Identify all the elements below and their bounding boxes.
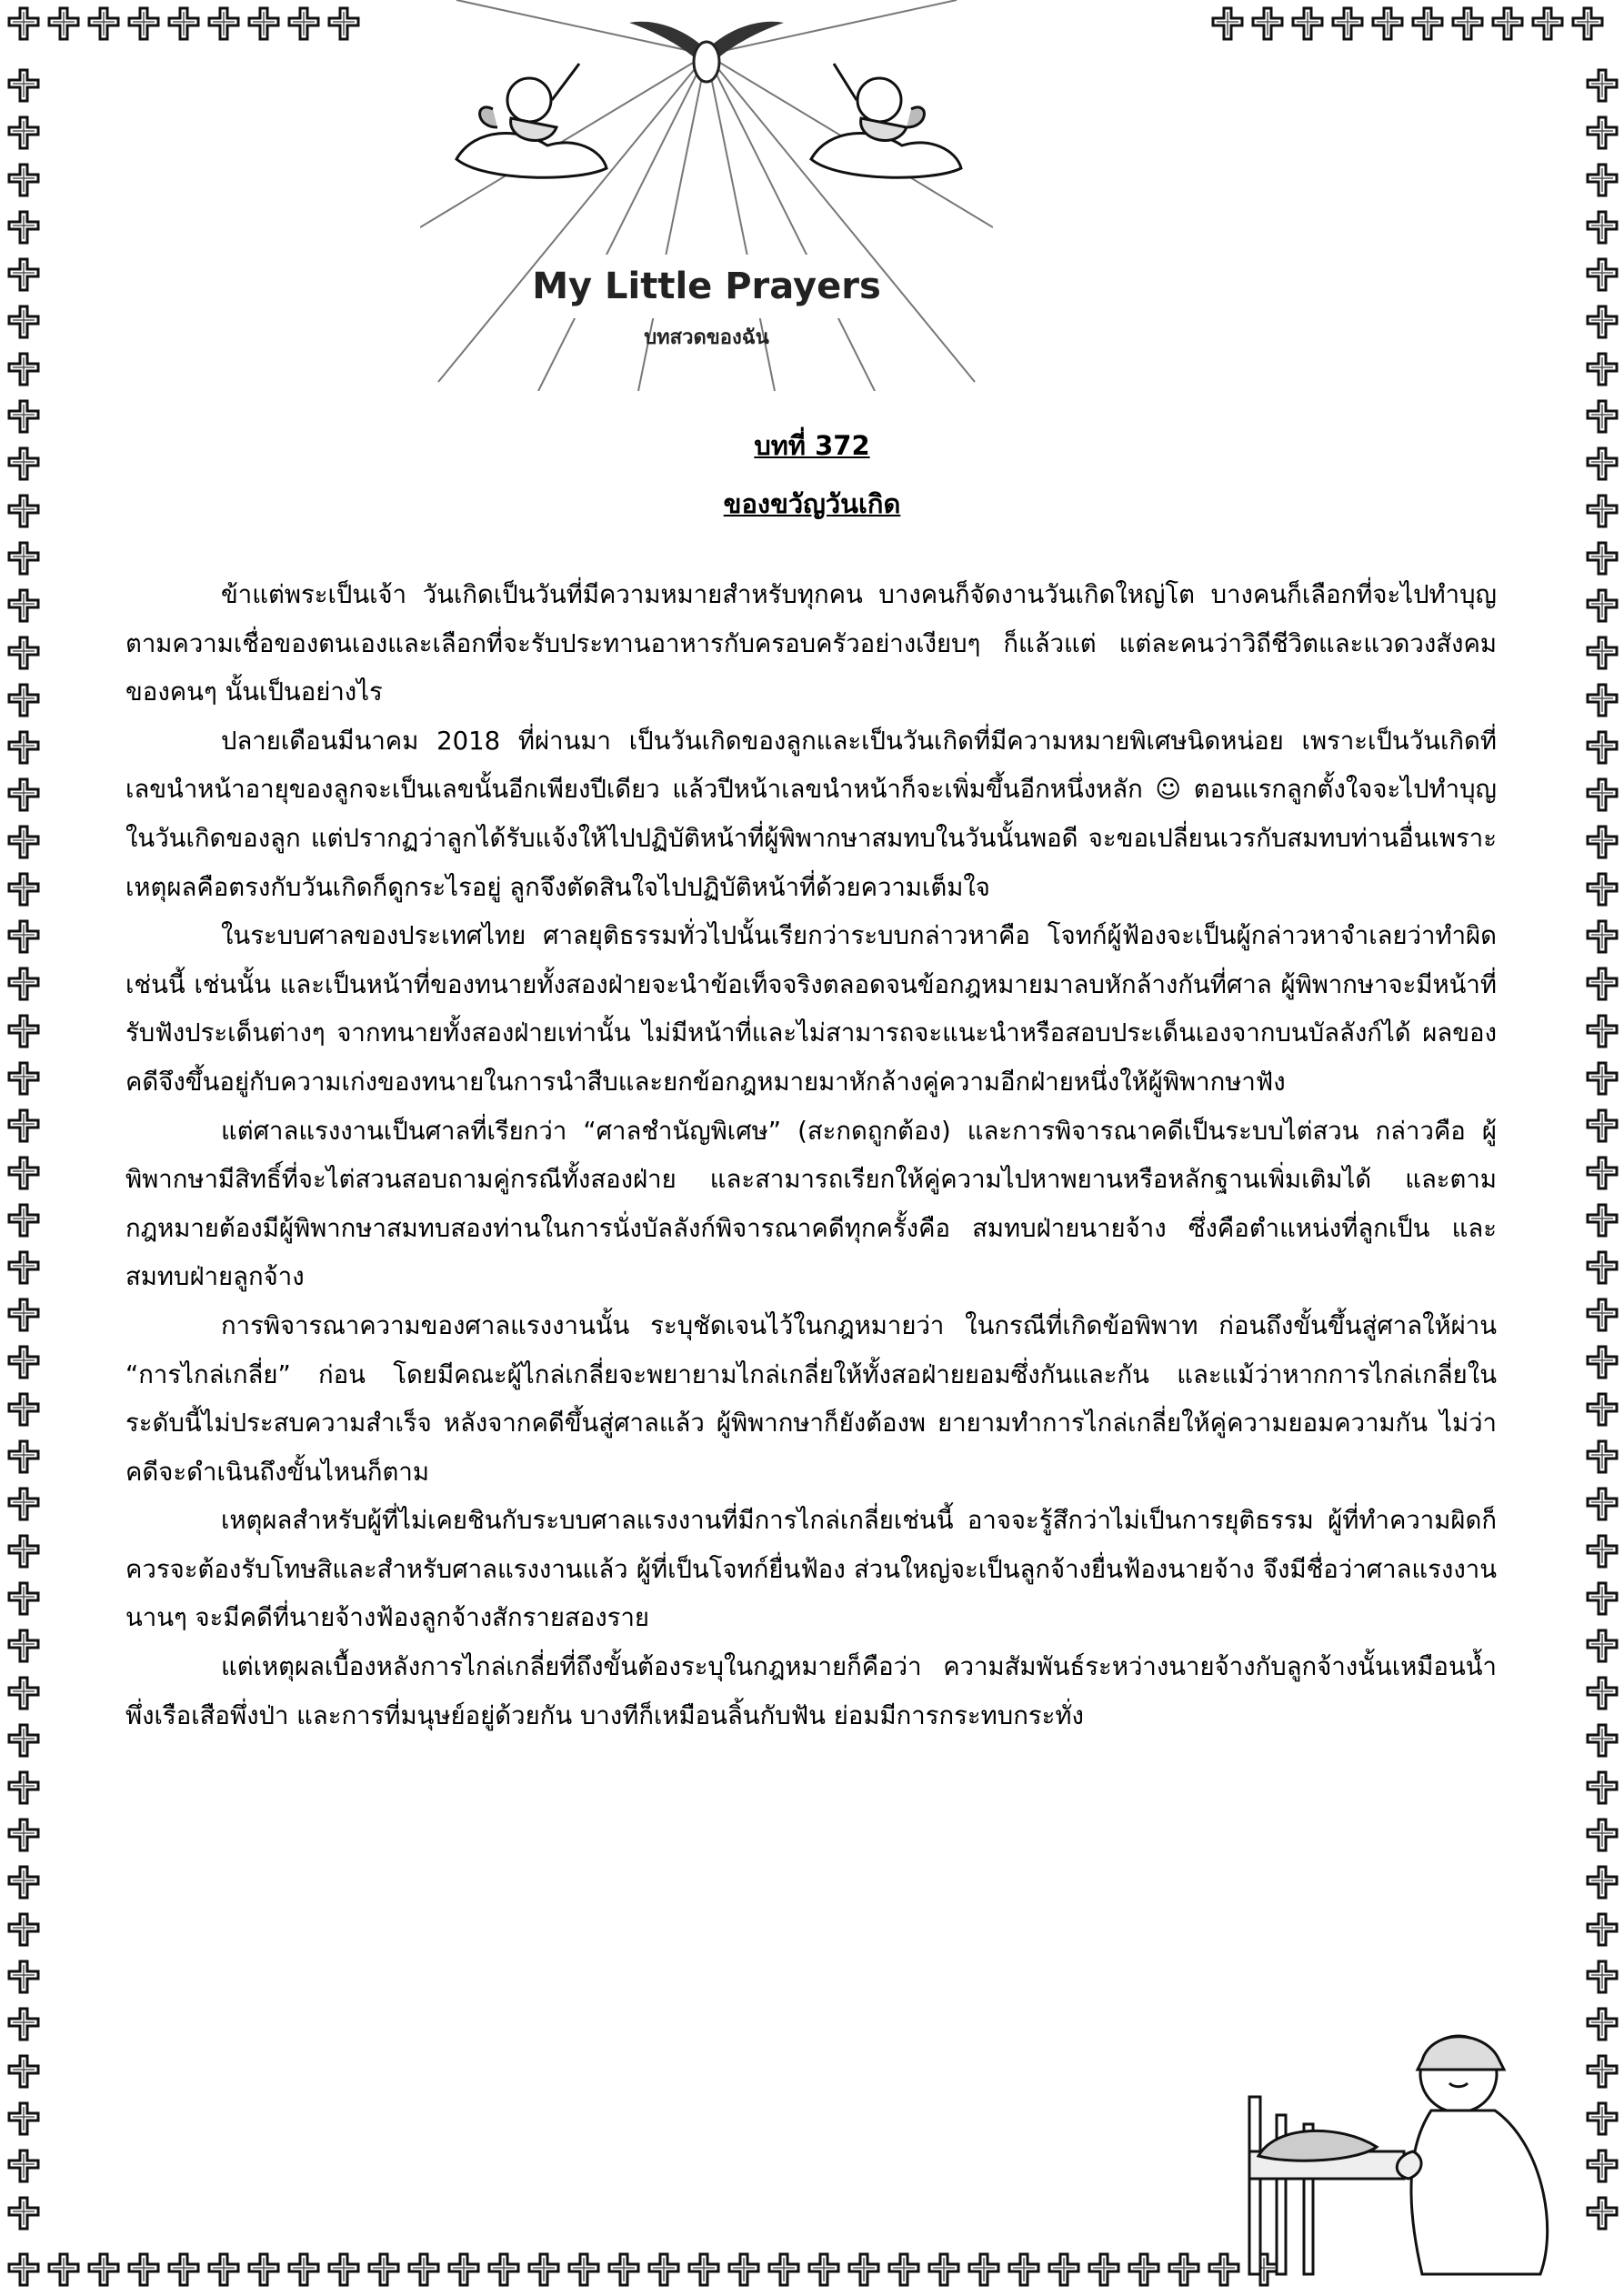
dove-icon — [629, 22, 784, 82]
left-cross-border — [5, 67, 42, 2242]
banner-title: My Little Prayers — [532, 266, 881, 307]
left-cherub-icon — [456, 64, 606, 177]
cross-icon — [1584, 635, 1620, 682]
cross-icon — [1584, 351, 1620, 398]
cross-icon — [366, 2251, 402, 2288]
cross-icon — [1584, 587, 1620, 635]
cross-icon — [5, 2148, 42, 2195]
cross-icon — [5, 1580, 42, 1628]
cross-icon — [1584, 1202, 1620, 1249]
cross-icon — [1584, 540, 1620, 587]
cross-icon — [5, 1060, 42, 1108]
cross-icon — [1569, 5, 1606, 42]
cross-icon — [5, 304, 42, 351]
cross-icon — [165, 5, 202, 42]
cross-icon — [5, 1439, 42, 1486]
cross-icon — [5, 1911, 42, 1959]
cross-icon — [5, 918, 42, 966]
cross-icon — [5, 162, 42, 209]
cross-icon — [286, 2251, 322, 2288]
cross-icon — [5, 1864, 42, 1911]
cross-icon — [1584, 918, 1620, 966]
cross-icon — [5, 777, 42, 824]
cross-icon — [1206, 2251, 1242, 2288]
cross-icon — [1584, 2006, 1620, 2053]
cross-icon — [406, 2251, 442, 2288]
cross-icon — [5, 2251, 42, 2288]
cross-icon — [125, 2251, 162, 2288]
cross-icon — [45, 5, 82, 42]
right-cherub-icon — [811, 64, 961, 177]
cross-icon — [85, 5, 122, 42]
cross-icon — [1449, 5, 1486, 42]
cross-icon — [1584, 1155, 1620, 1202]
cross-icon — [5, 2100, 42, 2148]
cross-icon — [766, 2251, 802, 2288]
cross-icon — [1046, 2251, 1082, 2288]
cross-icon — [1584, 1533, 1620, 1580]
cross-icon — [5, 2053, 42, 2100]
cross-icon — [1529, 5, 1566, 42]
paragraph-1: ข้าแต่พระเป็นเจ้า วันเกิดเป็นวันที่มีความหมายสำหรับทุกคน บางคนก็จัดงานวันเกิดใหญ่โต บางคนก็เลือกที่จะไปทำบุญตามความเชื่อของตนเองและเลือกที่จะรับประทานอาหารกับครอบครัวอย่างเงียบๆ ก็แล้วแต่ แต่ละคนว่าวิถีชีวิตและแวดวงสังคมของคนๆ นั้นเป็นอย่างไร — [125, 580, 1497, 707]
cross-icon — [5, 1391, 42, 1439]
cross-icon — [1584, 1297, 1620, 1344]
cross-icon — [726, 2251, 762, 2288]
paragraph-5: การพิจารณาความของศาลแรงงานนั้น ระบุชัดเจนไว้ในกฎหมายว่า ในกรณีที่เกิดข้อพิพาท ก่อนถึงขั้นขึ้นสู่ศาลให้ผ่าน “การไกล่เกลี่ย” ก่อน โดยมีคณะผู้ไกล่เกลี่ยจะพยายามไกล่เกลี่ยให้ทั้งสอฝ่ายยอมซึ่งกันและกัน และแม้ว่าหากการไกล่เกลี่ยในระดับนี้ไม่ประสบความสำเร็จ หลังจากคดีขึ้นสู่ศาลแล้ว ผู้พิพากษาก็ยังต้องพ ยายามทำการไกล่เกลี่ยให้คู่ความยอมความกัน ไม่ว่าคดีจะดำเนินถึงขั้นไหนก็ตาม — [125, 1310, 1497, 1487]
cross-icon — [1584, 209, 1620, 256]
cross-icon — [1584, 1722, 1620, 1770]
cross-icon — [1584, 1959, 1620, 2006]
cross-icon — [1289, 5, 1326, 42]
chapter-number: บทที่ 372 — [754, 430, 870, 461]
cross-icon — [526, 2251, 562, 2288]
cross-icon — [1584, 1249, 1620, 1297]
cross-icon — [5, 209, 42, 256]
cross-icon — [5, 2195, 42, 2242]
cross-icon — [246, 5, 282, 42]
cross-icon — [1584, 1060, 1620, 1108]
cross-icon — [1249, 5, 1286, 42]
cross-icon — [966, 2251, 1002, 2288]
cross-icon — [125, 5, 162, 42]
cross-icon — [1584, 115, 1620, 162]
cross-icon — [1584, 2195, 1620, 2242]
right-cross-border — [1584, 67, 1620, 2242]
cross-icon — [1584, 1911, 1620, 1959]
cross-icon — [1584, 1770, 1620, 1817]
top-right-cross-border — [1209, 5, 1606, 42]
cross-icon — [326, 2251, 362, 2288]
cross-icon — [5, 1108, 42, 1155]
cross-icon — [1409, 5, 1446, 42]
cross-icon — [646, 2251, 682, 2288]
paragraph-6: เหตุผลสำหรับผู้ที่ไม่เคยชินกับระบบศาลแรงงานที่มีการไกล่เกลี่ยเช่นนี้ อาจจะรู้สึกว่าไม่เป็นการยุติธรรม ผู้ที่ทำความผิดก็ควรจะต้องรับโทษสิและสำหรับศาลแรงงานแล้ว ผู้ที่เป็นโจทก์ยื่นฟ้อง ส่วนใหญ่จะเป็นลูกจ้างยื่นฟ้องนายจ้าง จึงมีชื่อว่าศาลแรงงาน นานๆ จะมีคดีที่นายจ้างฟ้องลูกจ้างสักรายสองราย — [125, 1506, 1497, 1633]
title-block — [0, 416, 1624, 533]
cross-icon — [1584, 777, 1620, 824]
cross-icon — [1006, 2251, 1042, 2288]
cross-icon — [1584, 1108, 1620, 1155]
cross-icon — [5, 1013, 42, 1060]
cross-icon — [5, 1344, 42, 1391]
cross-icon — [5, 1628, 42, 1675]
cross-icon — [5, 635, 42, 682]
cross-icon — [326, 5, 362, 42]
cross-icon — [5, 871, 42, 918]
cross-icon — [1584, 824, 1620, 871]
paragraph-7: แต่เหตุผลเบื้องหลังการไกล่เกลี่ยที่ถึงขั้นต้องระบุในกฎหมายก็คือว่า ความสัมพันธ์ระหว่างนายจ้างกับลูกจ้างนั้นเหมือนน้ำพึ่งเรือเสือพึ่งป่า และการที่มนุษย์อยู่ด้วยกัน บางทีก็เหมือนลิ้นกับฟัน ย่อมมีการกระทบกระทั่ง — [125, 1652, 1497, 1730]
page-title: ของขวัญวันเกิด — [723, 488, 901, 519]
cross-icon — [1584, 1675, 1620, 1722]
cross-icon — [5, 1249, 42, 1297]
cross-icon — [446, 2251, 482, 2288]
cross-icon — [5, 256, 42, 304]
cross-icon — [5, 1533, 42, 1580]
cross-icon — [5, 5, 42, 42]
cross-icon — [1126, 2251, 1162, 2288]
cross-icon — [5, 824, 42, 871]
cross-icon — [1584, 2053, 1620, 2100]
cross-icon — [5, 1675, 42, 1722]
cross-icon — [1584, 1817, 1620, 1864]
cross-icon — [5, 351, 42, 398]
praying-child-illustration — [1240, 1997, 1568, 2279]
cross-icon — [606, 2251, 642, 2288]
cross-icon — [846, 2251, 882, 2288]
cross-icon — [5, 1817, 42, 1864]
cross-icon — [1584, 2148, 1620, 2195]
cross-icon — [1584, 1486, 1620, 1533]
banner-subtitle: บทสวดของฉัน — [644, 326, 769, 349]
cross-icon — [886, 2251, 922, 2288]
paragraph-2: ปลายเดือนมีนาคม 2018 ที่ผ่านมา เป็นวันเกิดของลูกและเป็นวันเกิดที่มีความหมายพิเศษนิดหน่อย เพราะเป็นวันเกิดที่เลขนำหน้าอายุของลูกจะเป็นเลขนั้นอีกเพียงปีเดียว แล้วปีหน้าเลขนำหน้าก็จะเพิ่มขึ้นอีกหนึ่งหลัก ☺ ตอนแรกลูกตั้งใจจะไปทำบุญในวันเกิดของลูก แต่ปรากฏว่าลูกได้รับแจ้งให้ไปปฏิบัติหน้าที่ผู้พิพากษาสมทบในวันนั้นพอดี จะขอเปลี่ยนเวรกับสมทบท่านอื่นเพราะเหตุผลคือตรงกับวันเกิดก็ดูกระไรอยู่ ลูกจึงตัดสินใจไปปฏิบัติหน้าที่ด้วยความเต็มใจ — [125, 726, 1497, 902]
cross-icon — [5, 1486, 42, 1533]
bottom-cross-border — [5, 2251, 1282, 2288]
cross-icon — [5, 729, 42, 777]
cross-icon — [165, 2251, 202, 2288]
cross-icon — [566, 2251, 602, 2288]
cross-icon — [1584, 1628, 1620, 1675]
cross-icon — [5, 67, 42, 115]
cross-icon — [1166, 2251, 1202, 2288]
cross-icon — [1584, 1439, 1620, 1486]
cross-icon — [1584, 162, 1620, 209]
top-left-cross-border — [5, 5, 362, 42]
cross-icon — [5, 1722, 42, 1770]
cross-icon — [1329, 5, 1366, 42]
paragraph-3: ในระบบศาลของประเทศไทย ศาลยุติธรรมทั่วไปนั้นเรียกว่าระบบกล่าวหาคือ โจทก์ผู้ฟ้องจะเป็นผู้กล่าวหาจำเลยว่าทำผิดเช่นนี้ เช่นนั้น และเป็นหน้าที่ของทนายทั้งสองฝ่ายจะนำข้อเท็จจริงตลอดจนข้อกฎหมายมาลบหักล้างกันที่ศาล ผู้พิพากษาจะมีหน้าที่รับฟังประเด็นต่างๆ จากทนายทั้งสองฝ่ายเท่านั้น ไม่มีหน้าที่และไม่สามารถจะแนะนำหรือสอบประเด็นเองจากบนบัลลังก์ได้ ผลของคดีจึงขึ้นอยู่กับความเก่งของทนายในการนำสืบและยกข้อกฎหมายมาหักล้างคู่ความอีกฝ่ายหนึ่งให้ผู้พิพากษาฟัง — [125, 921, 1497, 1097]
cross-icon — [1584, 966, 1620, 1013]
cross-icon — [1584, 1391, 1620, 1439]
body-text — [125, 571, 1497, 1740]
cross-icon — [1369, 5, 1406, 42]
cross-icon — [1584, 729, 1620, 777]
cross-icon — [5, 1770, 42, 1817]
cross-icon — [1209, 5, 1246, 42]
cross-icon — [486, 2251, 522, 2288]
banner-illustration — [420, 0, 993, 391]
cross-icon — [206, 5, 242, 42]
cross-icon — [246, 2251, 282, 2288]
cross-icon — [1584, 1013, 1620, 1060]
cross-icon — [1584, 2100, 1620, 2148]
cross-icon — [5, 1959, 42, 2006]
cross-icon — [1584, 1580, 1620, 1628]
cross-icon — [1584, 1344, 1620, 1391]
cross-icon — [5, 682, 42, 729]
cross-icon — [686, 2251, 722, 2288]
cross-icon — [5, 1202, 42, 1249]
cross-icon — [5, 1155, 42, 1202]
cross-icon — [5, 115, 42, 162]
cross-icon — [45, 2251, 82, 2288]
cross-icon — [926, 2251, 962, 2288]
cross-icon — [206, 2251, 242, 2288]
cross-icon — [85, 2251, 122, 2288]
cross-icon — [5, 966, 42, 1013]
cross-icon — [1584, 1864, 1620, 1911]
cross-icon — [286, 5, 322, 42]
cross-icon — [1584, 871, 1620, 918]
cross-icon — [1584, 682, 1620, 729]
cross-icon — [5, 2006, 42, 2053]
cross-icon — [5, 540, 42, 587]
cross-icon — [5, 1297, 42, 1344]
cross-icon — [1086, 2251, 1122, 2288]
cross-icon — [806, 2251, 842, 2288]
cross-icon — [1584, 67, 1620, 115]
cross-icon — [1584, 256, 1620, 304]
cross-icon — [5, 587, 42, 635]
cross-icon — [1584, 304, 1620, 351]
paragraph-4: แต่ศาลแรงงานเป็นศาลที่เรียกว่า “ศาลชำนัญพิเศษ” (สะกดถูกต้อง) และการพิจารณาคดีเป็นระบบไต่สวน กล่าวคือ ผู้พิพากษามีสิทธิ์ที่จะไต่สวนสอบถามคู่กรณีทั้งสองฝ่าย และสามารถเรียกให้คู่ความไปหาพยานหรือหลักฐานเพิ่มเติมได้ และตามกฎหมายต้องมีผู้พิพากษาสมทบสองท่านในการนั่งบัลลังก์พิจารณาคดีทุกครั้งคือ สมทบฝ่ายนายจ้าง ซึ่งคือตำแหน่งที่ลูกเป็น และสมทบฝ่ายลูกจ้าง — [125, 1116, 1497, 1292]
cross-icon — [1489, 5, 1526, 42]
